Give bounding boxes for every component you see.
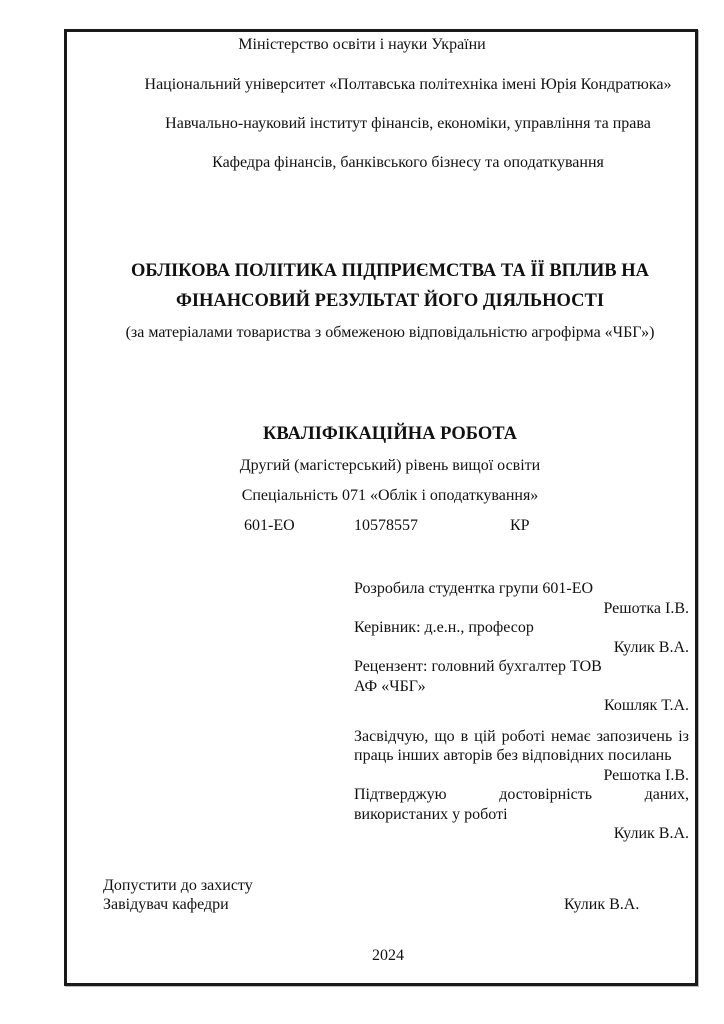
group-code: 601-ЕО [244,517,295,534]
reviewer-label-2: АФ «ЧБГ» [354,677,426,695]
supervisor-label: Керівник: д.е.н., професор [354,619,534,636]
data-statement-line-2: використаних у роботі [354,805,508,823]
work-type: КВАЛІФІКАЦІЙНА РОБОТА [262,424,517,444]
department-head-name: Кулик В.А. [564,896,640,913]
author-name: Решотка І.В. [603,599,689,617]
supervisor-name: Кулик В.А. [613,638,689,656]
originality-signer: Решотка І.В. [603,766,689,784]
reviewer-label-1: Рецензент: головний бухгалтер ТОВ [354,658,602,675]
thesis-subtitle: (за матеріалами товариства з обмеженою відповідальністю агрофірма «ЧБГ») [125,324,655,341]
data-signer: Кулик В.А. [613,825,689,842]
specialty: Спеціальність 071 «Облік і оподаткування» [241,487,539,504]
institute-name: Навчально-науковий інститут фінансів, економіки, управління та права [165,115,651,132]
education-level: Другий (магістерський) рівень вищої освіти [239,457,541,474]
author-label: Розробила студентка групи 601-ЕО [354,580,594,597]
work-number: 10578557 [354,517,418,534]
department-name: Кафедра фінансів, банківського бізнесу та оподаткування [212,154,604,171]
work-kind: КР [510,517,530,534]
data-statement-line-1: Підтверджую достовірність даних, [354,786,689,803]
signature-block [354,579,689,844]
originality-statement: Засвідчую, що в цій роботі немає запозичень із праць інших авторів без відповідних посилань [354,727,689,764]
admission-label: Допустити до захисту [103,877,253,894]
department-head-label: Завідувач кафедри [103,896,229,913]
thesis-title-line-1: ОБЛІКОВА ПОЛІТИКА ПІДПРИЄМСТВА ТА ЇЇ ВПЛИВ НА [131,261,649,281]
university-name: Національний університет «Полтавська політехніка імені Юрія Кондратюка» [144,76,672,93]
reviewer-name: Кошляк Т.А. [603,697,689,714]
thesis-title-line-2: ФІНАНСОВИЙ РЕЗУЛЬТАТ ЙОГО ДІЯЛЬНОСТІ [175,291,605,311]
year: 2024 [372,947,404,964]
ministry-name: Міністерство освіти і науки України [238,36,486,53]
